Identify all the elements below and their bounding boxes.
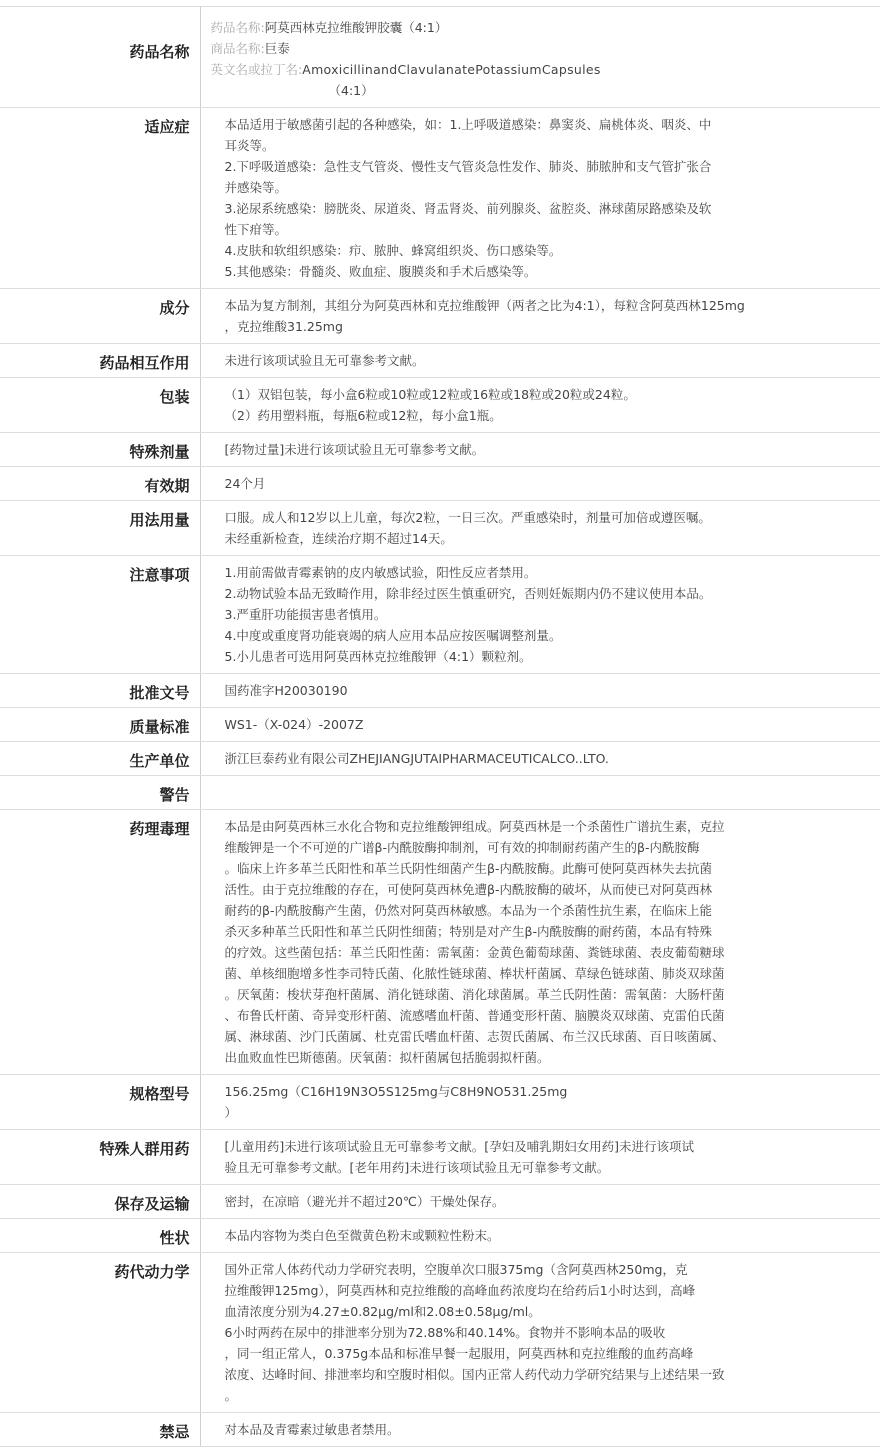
spec-row-drug-name (0, 7, 880, 108)
row-label: 有效期 (0, 467, 200, 501)
row-label: 批准文号 (0, 674, 200, 708)
value-line: 6小时两药在尿中的排泄率分别为72.88%和40.14%。食物并不影响本品的吸收 (224, 1325, 666, 1340)
row-label: 药代动力学 (0, 1253, 200, 1413)
spec-row (0, 1185, 880, 1219)
spec-row (0, 344, 880, 378)
spec-table-body (0, 7, 880, 1447)
spec-row (0, 108, 880, 289)
value-line: 出血败血性巴斯德菌。厌氧菌：拟杆菌属包括脆弱拟杆菌。 (224, 1050, 550, 1065)
row-label: 特殊人群用药 (0, 1130, 200, 1185)
row-label: 警告 (0, 776, 200, 810)
value-line: 拉维酸钾125mg），阿莫西林和克拉维酸的高峰血药浓度均在给药后1小时达到，高峰 (224, 1283, 696, 1298)
row-label: 保存及运输 (0, 1185, 200, 1219)
row-value (200, 467, 880, 501)
value-line: 。临床上许多革兰氏阳性和革兰氏阴性细菌产生β-内酰胺酶。此酶可使阿莫西林失去抗菌 (224, 861, 712, 876)
spec-row (0, 501, 880, 556)
value-line: 1.用前需做青霉素钠的皮内敏感试验，阳性反应者禁用。 (224, 565, 537, 580)
trade-name-prefix: 商品名称: (210, 41, 265, 56)
row-label: 质量标准 (0, 708, 200, 742)
spec-row (0, 556, 880, 674)
value-line: 24个月 (224, 476, 266, 491)
spec-row (0, 708, 880, 742)
drug-spec-table (0, 6, 880, 1447)
value-line: 活性。由于克拉维酸的存在，可使阿莫西林免遭β-内酰胺酶的破坏，从而使已对阿莫西林 (224, 882, 712, 897)
spec-row (0, 289, 880, 344)
value-line: [药物过量]未进行该项试验且无可靠参考文献。 (224, 442, 485, 457)
row-label: 特殊剂量 (0, 433, 200, 467)
generic-name-prefix: 药品名称: (210, 20, 265, 35)
value-line: 3.严重肝功能损害患者慎用。 (224, 607, 387, 622)
value-line: 。厌氧菌：梭状芽孢杆菌属、消化链球菌、消化球菌属。革兰氏阴性菌：需氧菌：大肠杆菌 (224, 987, 725, 1002)
spec-row (0, 1219, 880, 1253)
value-line: （1）双铝包装，每小盒6粒或10粒或12粒或16粒或18粒或20粒或24粒。 (224, 387, 636, 402)
row-value (200, 501, 880, 556)
value-line: 对本品及青霉素过敏患者禁用。 (224, 1422, 400, 1437)
row-value (200, 1130, 880, 1185)
row-value (200, 810, 880, 1075)
spec-row (0, 1130, 880, 1185)
value-line: 本品是由阿莫西林三水化合物和克拉维酸钾组成。阿莫西林是一个杀菌性广谱抗生素，克拉 (224, 819, 725, 834)
row-value (200, 108, 880, 289)
row-label: 药品相互作用 (0, 344, 200, 378)
value-line (225, 782, 791, 803)
value-line: （2）药用塑料瓶，每瓶6粒或12粒，每小盒1瓶。 (224, 408, 502, 423)
value-line: 菌、单核细胞增多性李司特氏菌、化脓性链球菌、棒状杆菌属、草绿色链球菌、肺炎双球菌 (224, 966, 725, 981)
english-name-prefix: 英文名或拉丁名: (210, 62, 303, 77)
spec-row (0, 742, 880, 776)
row-label: 规格型号 (0, 1075, 200, 1130)
spec-row (0, 467, 880, 501)
row-label: 生产单位 (0, 742, 200, 776)
value-line: 3.泌尿系统感染：膀胱炎、尿道炎、肾盂肾炎、前列腺炎、盆腔炎、淋球菌尿路感染及软 (224, 201, 712, 216)
row-label: 成分 (0, 289, 200, 344)
value-line: 属、淋球菌、沙门氏菌属、杜克雷氏嗜血杆菌、志贺氏菌属、布兰汉氏球菌、百日咳菌属、 (224, 1029, 725, 1044)
english-name-suffix: （4:1） (328, 83, 374, 98)
value-line: 血清浓度分别为4.27±0.82μg/ml和2.08±0.58μg/ml。 (224, 1304, 541, 1319)
value-line: 4.皮肤和软组织感染：疖、脓肿、蜂窝组织炎、伤口感染等。 (224, 243, 562, 258)
spec-row (0, 1075, 880, 1130)
row-value (200, 776, 880, 810)
row-value (200, 742, 880, 776)
generic-name-value: 阿莫西林克拉维酸钾胶囊（4:1） (264, 20, 448, 35)
row-value (200, 1075, 880, 1130)
row-label: 禁忌 (0, 1413, 200, 1447)
value-line: [儿童用药]未进行该项试验且无可靠参考文献。[孕妇及哺乳期妇女用药]未进行该项试 (224, 1139, 695, 1154)
value-line: 的疗效。这些菌包括：革兰氏阳性菌：需氧菌：金黄色葡萄球菌、粪链球菌、表皮葡萄糖球 (224, 945, 725, 960)
value-line: 。 (224, 1388, 238, 1403)
row-label: 药品名称 (0, 7, 200, 108)
value-line: 性下疳等。 (224, 222, 288, 237)
value-line: 耐药的β-内酰胺酶产生菌，仍然对阿莫西林敏感。本品为一个杀菌性抗生素，在临床上能 (224, 903, 712, 918)
row-value (200, 378, 880, 433)
value-line: 验且无可靠参考文献。[老年用药]未进行该项试验且无可靠参考文献。 (224, 1160, 610, 1175)
value-line: 国药准字H20030190 (224, 683, 348, 698)
value-line: ） (224, 1105, 238, 1120)
row-label: 用法用量 (0, 501, 200, 556)
row-value (200, 1413, 880, 1447)
value-line: 5.其他感染：骨髓炎、败血症、腹膜炎和手术后感染等。 (224, 264, 537, 279)
row-label: 包装 (0, 378, 200, 433)
value-line: 杀灭多种革兰氏阳性和革兰氏阴性细菌；特别是对产生β-内酰胺酶的耐药菌，本品有特殊 (224, 924, 712, 939)
spec-row (0, 776, 880, 810)
row-value (200, 674, 880, 708)
spec-row (0, 1253, 880, 1413)
spec-row (0, 674, 880, 708)
value-line: 本品适用于敏感菌引起的各种感染，如：1.上呼吸道感染：鼻窦炎、扁桃体炎、咽炎、中 (224, 117, 712, 132)
value-line: 并感染等。 (224, 180, 288, 195)
value-line: 口服。成人和12岁以上儿童，每次2粒，一日三次。严重感染时，剂量可加倍或遵医嘱。 (224, 510, 711, 525)
trade-name-value: 巨泰 (264, 41, 290, 56)
value-line: 156.25mg（C16H19N3O5S125mg与C8H9NO531.25mg (224, 1084, 568, 1099)
row-value (200, 556, 880, 674)
row-value (200, 344, 880, 378)
row-value (200, 1253, 880, 1413)
value-line: 浙江巨泰药业有限公司ZHEJIANGJUTAIPHARMACEUTICALCO..LTO. (224, 751, 609, 766)
english-name-value: AmoxicillinandClavulanatePotassiumCapsules (302, 62, 601, 77)
value-line: 4.中度或重度肾功能衰竭的病人应用本品应按医嘱调整剂量。 (224, 628, 562, 643)
row-label: 药理毒理 (0, 810, 200, 1075)
value-line: WS1-（X-024）-2007Z (224, 717, 364, 732)
spec-row (0, 1413, 880, 1447)
row-label: 适应症 (0, 108, 200, 289)
spec-row (0, 810, 880, 1075)
value-line: 2.下呼吸道感染：急性支气管炎、慢性支气管炎急性发作、肺炎、肺脓肿和支气管扩张合 (224, 159, 712, 174)
value-line: 2.动物试验本品无致畸作用，除非经过医生慎重研究，否则妊娠期内仍不建议使用本品。 (224, 586, 712, 601)
value-line: 、布鲁氏杆菌、奇异变形杆菌、流感嗜血杆菌、普通变形杆菌、脑膜炎双球菌、克雷伯氏菌 (224, 1008, 725, 1023)
value-line: ，克拉维酸31.25mg (224, 319, 343, 334)
row-value (200, 1219, 880, 1253)
spec-row (0, 433, 880, 467)
value-line: 未进行该项试验且无可靠参考文献。 (224, 353, 425, 368)
value-line: 密封，在凉暗（避光并不超过20℃）干燥处保存。 (224, 1194, 505, 1209)
drug-name-values (200, 7, 880, 108)
value-line: 5.小儿患者可选用阿莫西林克拉维酸钾（4:1）颗粒剂。 (224, 649, 532, 664)
row-label: 注意事项 (0, 556, 200, 674)
value-line: 国外正常人体药代动力学研究表明，空腹单次口服375mg（含阿莫西林250mg，克 (224, 1262, 688, 1277)
row-value (200, 708, 880, 742)
row-value (200, 433, 880, 467)
value-line: 浓度、达峰时间、排泄率均和空腹时相似。国内正常人药代动力学研究结果与上述结果一致 (224, 1367, 725, 1382)
value-line: 维酸钾是一个不可逆的广谱β-内酰胺酶抑制剂，可有效的抑制耐药菌产生的β-内酰胺酶 (224, 840, 700, 855)
value-line: 本品为复方制剂，其组分为阿莫西林和克拉维酸钾（两者之比为4:1），每粒含阿莫西林125mg (224, 298, 745, 313)
value-line: ，同一组正常人，0.375g本品和标准早餐一起服用，阿莫西林和克拉维酸的血药高峰 (224, 1346, 694, 1361)
value-line: 未经重新检查，连续治疗期不超过14天。 (224, 531, 453, 546)
row-value (200, 289, 880, 344)
value-line: 耳炎等。 (224, 138, 275, 153)
spec-row (0, 378, 880, 433)
row-value (200, 1185, 880, 1219)
row-label: 性状 (0, 1219, 200, 1253)
value-line: 本品内容物为类白色至微黄色粉末或颗粒性粉末。 (224, 1228, 500, 1243)
